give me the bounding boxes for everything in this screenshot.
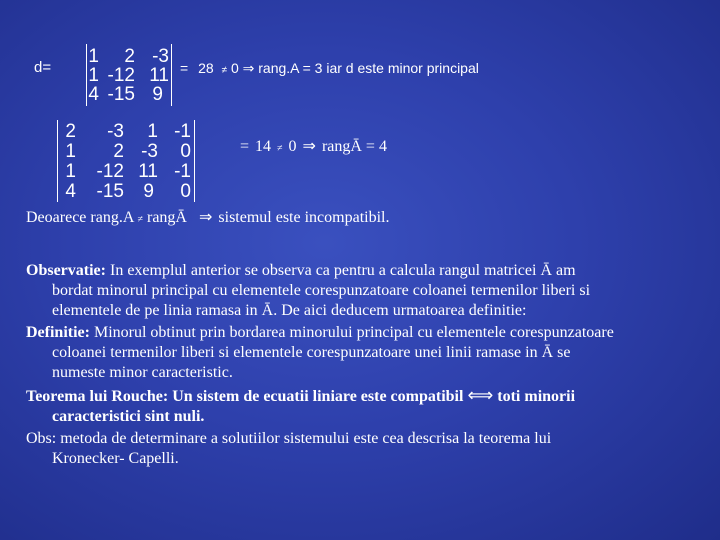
- matrix-cell: -12: [107, 65, 135, 86]
- matrix-cell: -15: [96, 181, 124, 202]
- determinant-result-1: [180, 60, 479, 77]
- matrix-cell: 4: [65, 181, 76, 202]
- matrix-cell: -3: [107, 121, 124, 142]
- matrix-cell: -15: [107, 84, 135, 105]
- matrix-cell: 4: [88, 84, 99, 105]
- implies-arrow: ⇒: [302, 138, 316, 155]
- theorem-text-end: toti minorii: [497, 388, 576, 405]
- not-equal-sign: ≠: [137, 214, 143, 225]
- conclusion-text-before: Deoarece rang.A: [26, 209, 134, 226]
- iff-arrow: ⟺: [467, 385, 494, 405]
- matrix-cell: 0: [180, 181, 191, 202]
- matrix-cell: -12: [96, 161, 124, 182]
- matrix-cell: 0: [180, 141, 191, 162]
- note-text: Obs: metoda de determinare a solutiilor sistemului este cea descrisa la teorema lui: [26, 430, 552, 447]
- minor-matrix-3x3: [86, 44, 172, 106]
- determinant-result-2: [240, 136, 387, 156]
- theorem-line: caracteristici sint nuli.: [52, 408, 205, 425]
- d-label: d=: [34, 59, 52, 76]
- equals-sign: =: [180, 60, 189, 76]
- matrix-cell: 11: [149, 65, 169, 86]
- matrix-cell: 2: [113, 141, 124, 162]
- observation-text: In exemplul anterior se observa ca pentru a calcula rangul matricei Ā am: [109, 262, 576, 279]
- matrix-cell: -3: [141, 141, 158, 162]
- not-equal-sign: ≠: [221, 65, 228, 76]
- determinant-value: 28: [198, 60, 214, 76]
- definition-line: numeste minor caracteristic.: [52, 364, 233, 381]
- conclusion-text-after: sistemul este incompatibil.: [218, 209, 390, 226]
- conclusion-line: [26, 207, 389, 227]
- observation-label: Observatie:: [26, 262, 106, 279]
- note-paragraph: [26, 429, 706, 469]
- note-line: Kronecker- Capelli.: [52, 450, 179, 467]
- matrix-cell: 2: [65, 121, 76, 142]
- observation-line: elementele de pe linia ramasa in Ā. De aici deducem urmatoarea definitie:: [52, 302, 527, 319]
- rank-statement: rang.A = 3 iar d este minor principal: [258, 60, 479, 76]
- matrix-cell: -1: [174, 121, 191, 142]
- zero-value: 0: [288, 138, 297, 155]
- definition-text: Minorul obtinut prin bordarea minorului principal cu elementele corespunzatoare: [93, 324, 614, 341]
- matrix-cell: 1: [65, 141, 76, 162]
- not-equal-sign: ≠: [277, 143, 283, 154]
- matrix-cell: 9: [143, 181, 154, 202]
- zero-value: 0: [230, 60, 239, 76]
- matrix-cell: -1: [174, 161, 191, 182]
- matrix-cell: 2: [124, 46, 135, 67]
- definition-line: coloanei termenilor liberi si elementele corespunzatoare unei linii ramase in Ā se: [52, 344, 571, 361]
- theorem-text: Teorema lui Rouche: Un sistem de ecuatii liniare este compatibil: [26, 388, 464, 405]
- rank-statement: rangĀ = 4: [321, 138, 387, 155]
- conclusion-text-mid: rangĀ: [147, 209, 187, 226]
- observation-paragraph: [26, 261, 706, 321]
- implies-arrow: ⇒: [242, 60, 255, 76]
- theorem-paragraph: [26, 385, 706, 427]
- matrix-cell: 1: [147, 121, 158, 142]
- matrix-cell: 1: [88, 46, 99, 67]
- characteristic-matrix-4x4: [57, 120, 195, 202]
- determinant-value: 14: [255, 138, 272, 155]
- matrix-cell: 1: [65, 161, 76, 182]
- matrix-cell: -3: [152, 46, 169, 67]
- matrix-cell: 9: [152, 84, 163, 105]
- matrix-cell: 1: [88, 65, 99, 86]
- equals-sign: =: [240, 138, 250, 155]
- definition-label: Definitie:: [26, 324, 90, 341]
- implies-arrow: ⇒: [198, 209, 213, 226]
- definition-paragraph: [26, 323, 706, 383]
- matrix-cell: 11: [138, 161, 158, 182]
- observation-line: bordat minorul principal cu elementele corespunzatoare coloanei termenilor liberi si: [52, 282, 591, 299]
